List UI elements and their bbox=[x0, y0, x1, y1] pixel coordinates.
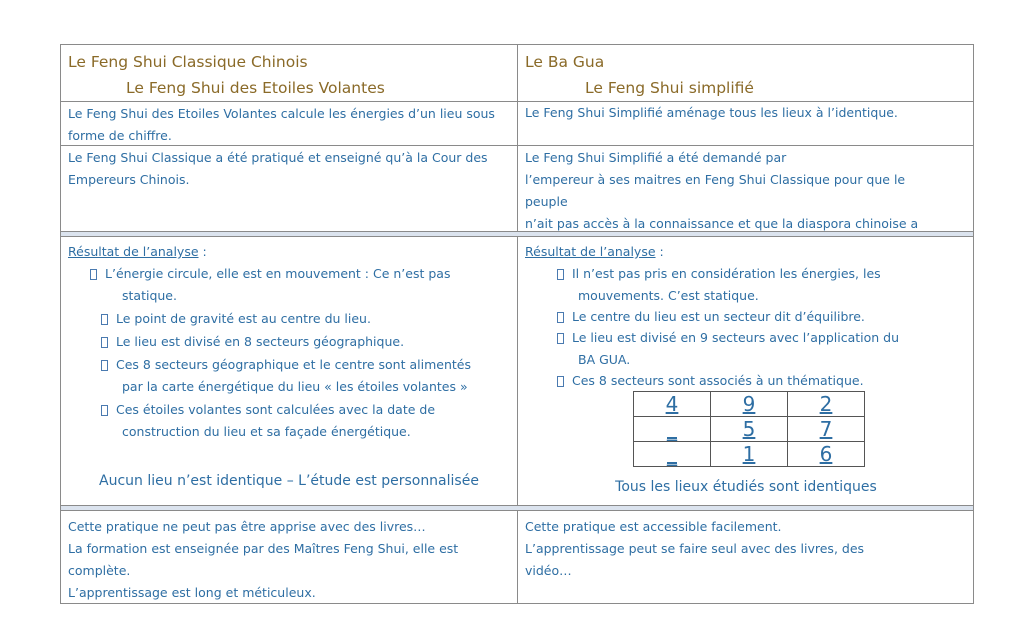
right-bullet-3 bbox=[525, 327, 969, 371]
result-label: Résultat de l’analyse bbox=[525, 244, 656, 259]
bullet-text: Le lieu est divisé en 8 secteurs géographique. bbox=[116, 334, 405, 349]
text-line: peuple bbox=[525, 194, 568, 209]
checkbox-icon bbox=[101, 360, 108, 371]
bullet-text: Le lieu est divisé en 9 secteurs avec l’application du bbox=[572, 330, 900, 345]
left-bullet-5 bbox=[68, 399, 516, 443]
text-line: Le Feng Shui des Etoiles Volantes calcule les énergies d’un lieu sous bbox=[68, 106, 495, 121]
text-line: vidéo… bbox=[525, 563, 572, 578]
text-line: L’apprentissage peut se faire seul avec des livres, des bbox=[525, 541, 865, 556]
grid-number: 6 bbox=[819, 442, 833, 466]
row-separator-band bbox=[61, 505, 973, 511]
left-bullet-2 bbox=[68, 308, 516, 330]
checkbox-icon bbox=[90, 269, 97, 280]
grid-number: 5 bbox=[742, 417, 756, 441]
grid-number: 4 bbox=[665, 392, 679, 416]
text-line: Le Feng Shui Classique a été pratiqué et enseigné qu’à la Cour des bbox=[68, 150, 488, 165]
grid-cell bbox=[788, 392, 865, 417]
checkbox-icon bbox=[101, 405, 108, 416]
left-header bbox=[68, 49, 516, 101]
grid-cell bbox=[711, 392, 788, 417]
result-colon: : bbox=[198, 244, 207, 259]
right-header-subtitle: Le Feng Shui simplifié bbox=[585, 79, 754, 97]
text-line: La formation est enseignée par des Maîtres Feng Shui, elle est bbox=[68, 541, 459, 556]
right-bullet-4 bbox=[525, 370, 969, 392]
text-line: forme de chiffre. bbox=[68, 128, 172, 143]
right-row-2 bbox=[525, 147, 969, 235]
bullet-text: Ces étoiles volantes sont calculées avec la date de bbox=[116, 402, 436, 417]
text-line: complète. bbox=[68, 563, 131, 578]
grid-number: _ bbox=[667, 417, 677, 441]
text-line: Cette pratique ne peut pas être apprise avec des livres… bbox=[68, 519, 426, 534]
checkbox-icon bbox=[557, 269, 564, 280]
grid-number: 1 bbox=[742, 442, 756, 466]
grid-number: 7 bbox=[819, 417, 833, 441]
grid-cell bbox=[634, 417, 711, 442]
left-bullet-1 bbox=[68, 263, 516, 307]
bullet-text: mouvements. C’est statique. bbox=[578, 288, 759, 303]
grid-number: 2 bbox=[819, 392, 833, 416]
checkbox-icon bbox=[101, 314, 108, 325]
left-row-1 bbox=[68, 103, 516, 147]
text-line: Empereurs Chinois. bbox=[68, 172, 190, 187]
left-header-title: Le Feng Shui Classique Chinois bbox=[68, 53, 308, 71]
right-header-title: Le Ba Gua bbox=[525, 53, 605, 71]
grid-cell bbox=[711, 442, 788, 467]
left-bottom-row bbox=[68, 516, 516, 604]
left-conclusion: Aucun lieu n’est identique – L’étude est personnalisée bbox=[99, 473, 479, 489]
right-bottom-row bbox=[525, 516, 969, 582]
bullet-text: L’énergie circule, elle est en mouvement : Ce n’est pas bbox=[105, 266, 451, 281]
grid-cell bbox=[788, 442, 865, 467]
bullet-text: Le point de gravité est au centre du lieu. bbox=[116, 311, 371, 326]
text-line: L’apprentissage est long et méticuleux. bbox=[68, 585, 316, 600]
bullet-text: Ces 8 secteurs sont associés à un thématique. bbox=[572, 373, 864, 388]
grid-cell bbox=[711, 417, 788, 442]
checkbox-icon bbox=[557, 376, 564, 387]
grid-row bbox=[634, 417, 865, 442]
result-label: Résultat de l’analyse bbox=[68, 244, 199, 259]
result-colon: : bbox=[655, 244, 664, 259]
right-bullet-2 bbox=[525, 306, 969, 328]
text-line: Le Feng Shui Simplifié a été demandé par bbox=[525, 150, 787, 165]
right-conclusion: Tous les lieux étudiés sont identiques bbox=[615, 479, 877, 495]
grid-number: 9 bbox=[742, 392, 756, 416]
left-row-2 bbox=[68, 147, 516, 191]
column-divider bbox=[517, 45, 518, 603]
left-bullet-4 bbox=[68, 354, 516, 398]
right-analysis bbox=[525, 241, 969, 392]
bullet-text: Le centre du lieu est un secteur dit d’équilibre. bbox=[572, 309, 865, 324]
text-line: n’ait pas accès à la connaissance et que la diaspora chinoise a bbox=[525, 216, 919, 231]
grid-number: _ bbox=[667, 442, 677, 466]
bullet-text: Il n’est pas pris en considération les énergies, les bbox=[572, 266, 881, 281]
comparison-table bbox=[60, 44, 974, 604]
left-bullet-3 bbox=[68, 331, 516, 353]
left-result-heading bbox=[68, 241, 516, 263]
right-result-heading bbox=[525, 241, 969, 263]
text-line: l’empereur à ses maitres en Feng Shui Classique pour que le bbox=[525, 172, 906, 187]
grid-row bbox=[634, 442, 865, 467]
grid-row bbox=[634, 392, 865, 417]
checkbox-icon bbox=[557, 333, 564, 344]
grid-cell bbox=[788, 417, 865, 442]
grid-cell bbox=[634, 442, 711, 467]
left-analysis bbox=[68, 241, 516, 443]
right-header bbox=[525, 49, 969, 101]
ba-gua-grid bbox=[633, 391, 865, 467]
left-header-subtitle: Le Feng Shui des Etoiles Volantes bbox=[126, 79, 385, 97]
checkbox-icon bbox=[101, 337, 108, 348]
grid-cell bbox=[634, 392, 711, 417]
bullet-text: BA GUA. bbox=[578, 352, 631, 367]
right-bullet-1 bbox=[525, 263, 969, 307]
checkbox-icon bbox=[557, 312, 564, 323]
bullet-text: statique. bbox=[122, 288, 177, 303]
bullet-text: construction du lieu et sa façade énergétique. bbox=[122, 424, 411, 439]
bullet-text: par la carte énergétique du lieu « les étoiles volantes » bbox=[122, 379, 468, 394]
text-line: Le Feng Shui Simplifié aménage tous les lieux à l’identique. bbox=[525, 105, 898, 120]
text-line: Cette pratique est accessible facilement. bbox=[525, 519, 782, 534]
right-row-1 bbox=[525, 102, 969, 124]
bullet-text: Ces 8 secteurs géographique et le centre sont alimentés bbox=[116, 357, 471, 372]
